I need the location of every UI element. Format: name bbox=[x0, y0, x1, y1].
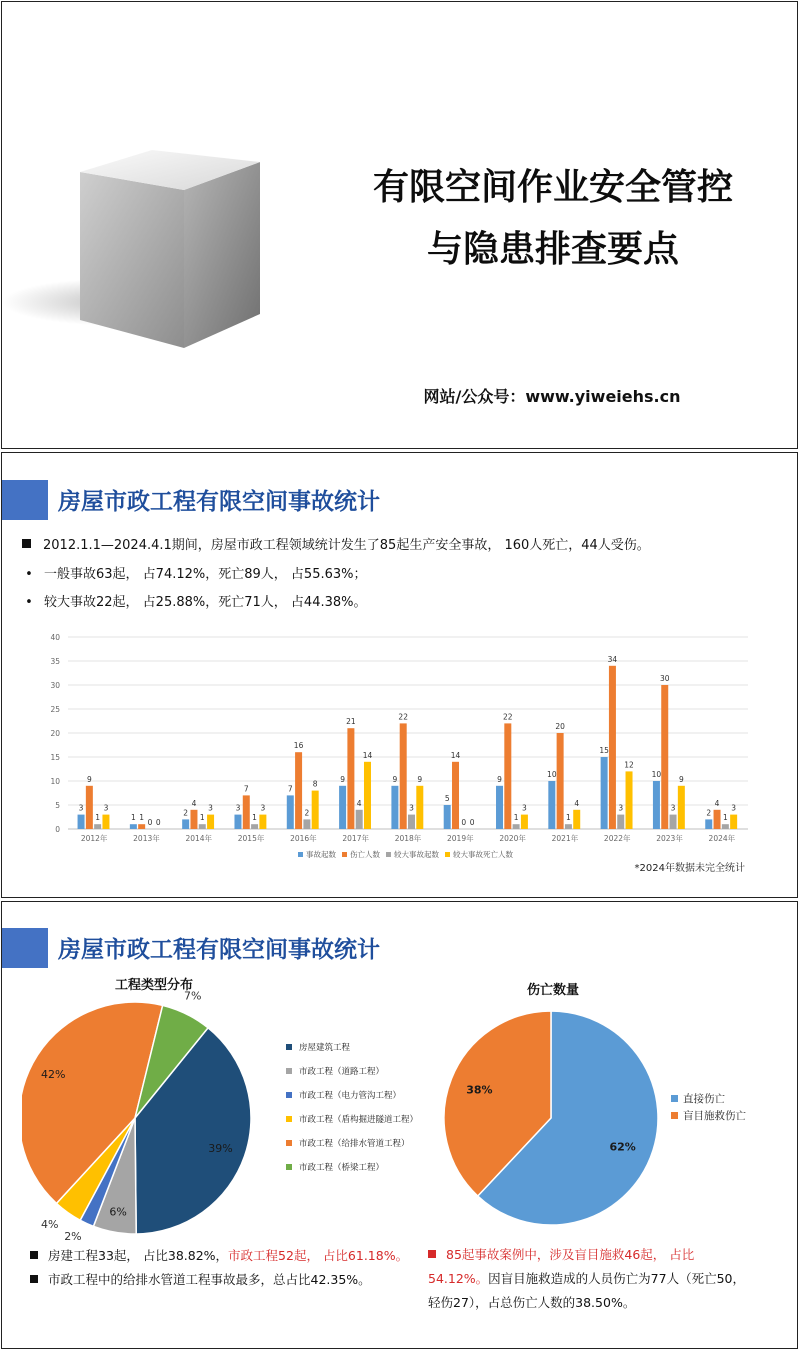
bar-value-label: 3 bbox=[103, 803, 109, 813]
bar-value-label: 20 bbox=[555, 722, 565, 731]
bar-value-label: 10 bbox=[651, 770, 662, 779]
pie-slice-label: 62% bbox=[609, 1140, 636, 1154]
note-1a: 房建工程33起， 占比38.82%， bbox=[48, 1248, 229, 1263]
bullet-major bbox=[22, 591, 367, 610]
bar bbox=[504, 723, 511, 829]
bar bbox=[243, 795, 250, 829]
bar bbox=[548, 781, 555, 829]
x-tick-label: 2024年 bbox=[708, 834, 736, 843]
legend-item bbox=[286, 1059, 418, 1083]
bar bbox=[601, 757, 608, 829]
bar bbox=[86, 786, 93, 829]
note-line-2 bbox=[30, 1268, 410, 1292]
bar bbox=[513, 824, 520, 829]
bar-value-label: 9 bbox=[86, 774, 92, 784]
bar bbox=[722, 824, 729, 829]
pie-slice-label: 42% bbox=[40, 1068, 66, 1082]
note-1b: 市政工程52起， 占比61.18%。 bbox=[228, 1248, 409, 1263]
legend-label: 较大事故起数 bbox=[394, 850, 439, 859]
x-tick-label: 2019年 bbox=[447, 834, 474, 843]
legend-label: 市政工程（给排水管道工程） bbox=[299, 1139, 410, 1149]
x-tick-label: 2014年 bbox=[185, 834, 213, 843]
bar-value-label: 7 bbox=[287, 784, 293, 794]
bar bbox=[609, 666, 616, 829]
bar bbox=[207, 815, 214, 829]
bar-value-label: 3 bbox=[670, 803, 676, 813]
bar-value-label: 1 bbox=[95, 813, 101, 823]
square-bullet-icon bbox=[30, 1251, 38, 1259]
bar-value-label: 4 bbox=[356, 798, 362, 808]
bar bbox=[408, 815, 415, 829]
bar-value-label: 1 bbox=[566, 813, 571, 823]
x-tick-label: 2012年 bbox=[80, 834, 108, 843]
bar-value-label: 9 bbox=[340, 774, 345, 784]
legend-item bbox=[286, 1083, 418, 1107]
bar bbox=[295, 752, 302, 829]
bar-value-label: 0 bbox=[461, 818, 467, 827]
pie-slice-label: 7% bbox=[184, 989, 202, 1003]
bar-value-label: 9 bbox=[678, 774, 684, 784]
bar bbox=[391, 786, 398, 829]
y-tick-label: 15 bbox=[50, 753, 60, 762]
accident-bar-chart bbox=[2, 629, 798, 877]
bar bbox=[705, 819, 712, 829]
bar-value-label: 22 bbox=[398, 712, 408, 722]
bullet-major-text: 较大事故22起， 占25.88%，死亡71人， 占44.38%。 bbox=[44, 595, 367, 610]
bar bbox=[347, 728, 354, 829]
bar-value-label: 8 bbox=[312, 779, 318, 789]
x-tick-label: 2015年 bbox=[237, 834, 265, 843]
bar bbox=[678, 786, 685, 829]
bar-value-label: 14 bbox=[450, 750, 461, 760]
header-accent-bar bbox=[2, 928, 48, 968]
note-2: 市政工程中的给排水管道工程事故最多，总占比42.35%。 bbox=[48, 1272, 371, 1287]
x-tick-label: 2020年 bbox=[499, 834, 526, 843]
bar bbox=[199, 824, 206, 829]
bar-value-label: 21 bbox=[346, 717, 356, 727]
bar-value-label: 9 bbox=[417, 774, 423, 784]
cover-title bbox=[320, 157, 786, 281]
x-tick-label: 2013年 bbox=[133, 834, 160, 843]
bar-value-label: 3 bbox=[522, 803, 527, 813]
bar-value-label: 2 bbox=[304, 808, 310, 818]
y-tick-label: 20 bbox=[50, 729, 60, 738]
legend-label: 较大事故死亡人数 bbox=[453, 850, 513, 859]
bar-value-label: 9 bbox=[392, 774, 398, 784]
pie-slice-label: 6% bbox=[109, 1205, 127, 1219]
y-tick-label: 30 bbox=[50, 681, 60, 690]
legend-swatch bbox=[298, 852, 303, 857]
x-tick-label: 2022年 bbox=[603, 834, 631, 843]
cover-slide bbox=[1, 1, 798, 449]
bar-value-label: 3 bbox=[409, 803, 414, 813]
dot-bullet-icon: • bbox=[25, 595, 33, 610]
bar bbox=[730, 815, 737, 829]
y-tick-label: 5 bbox=[55, 801, 60, 810]
legend-label: 市政工程（盾构掘进隧道工程） bbox=[299, 1115, 419, 1125]
bar bbox=[496, 786, 503, 829]
x-tick-label: 2021年 bbox=[551, 834, 579, 843]
y-tick-label: 0 bbox=[55, 825, 60, 834]
bar-value-label: 9 bbox=[497, 774, 502, 784]
bar-value-label: 34 bbox=[607, 654, 618, 664]
legend-swatch bbox=[386, 852, 391, 857]
bar bbox=[400, 723, 407, 829]
bar bbox=[416, 786, 423, 829]
bar-value-label: 2 bbox=[706, 808, 712, 818]
legend-label: 房屋建筑工程 bbox=[299, 1043, 351, 1053]
legend-label: 市政工程（电力管沟工程） bbox=[299, 1091, 402, 1101]
bar-value-label: 3 bbox=[208, 803, 213, 813]
legend-swatch bbox=[286, 1164, 292, 1170]
bar bbox=[303, 819, 310, 829]
x-tick-label: 2016年 bbox=[290, 834, 317, 843]
legend-swatch bbox=[286, 1044, 292, 1050]
bar bbox=[287, 795, 294, 829]
website-label: 网站/公众号：www.yiweiehs.cn bbox=[423, 387, 681, 406]
pie-slice-label: 39% bbox=[208, 1141, 233, 1155]
legend-swatch bbox=[286, 1116, 292, 1122]
bar-value-label: 0 bbox=[155, 818, 161, 827]
bar-value-label: 3 bbox=[78, 803, 84, 813]
bar-value-label: 0 bbox=[147, 818, 153, 827]
bar-value-label: 3 bbox=[618, 803, 624, 813]
stats-slide bbox=[1, 452, 798, 898]
bar-value-label: 1 bbox=[252, 813, 257, 823]
square-bullet-icon bbox=[30, 1275, 38, 1283]
casualty-pie bbox=[432, 998, 672, 1238]
cover-title-line-2: 与隐患排查要点 bbox=[426, 229, 679, 270]
bar-value-label: 1 bbox=[139, 813, 145, 823]
bar bbox=[557, 733, 564, 829]
header-accent-bar bbox=[2, 480, 48, 520]
note-line-1 bbox=[30, 1244, 410, 1268]
square-bullet-icon bbox=[428, 1250, 436, 1258]
legend-label: 市政工程（桥梁工程） bbox=[299, 1163, 385, 1173]
bar bbox=[102, 815, 109, 829]
bar bbox=[521, 815, 528, 829]
pie-slice-label: 38% bbox=[466, 1083, 493, 1097]
legend-label: 伤亡人数 bbox=[350, 850, 380, 859]
bar-value-label: 0 bbox=[469, 818, 475, 827]
legend-swatch bbox=[286, 1092, 292, 1098]
pie-slice-label: 2% bbox=[64, 1230, 82, 1244]
bar-value-label: 30 bbox=[659, 674, 670, 683]
x-tick-label: 2023年 bbox=[656, 834, 683, 843]
bar-value-label: 1 bbox=[130, 813, 136, 823]
dot-bullet-icon: • bbox=[25, 567, 33, 582]
bullet-general-text: 一般事故63起， 占74.12%，死亡89人， 占55.63%； bbox=[44, 567, 367, 582]
bar-value-label: 10 bbox=[547, 770, 557, 779]
legend-item bbox=[286, 1155, 418, 1179]
legend-label: 市政工程（道路工程） bbox=[299, 1067, 385, 1077]
pie2-legend bbox=[671, 1090, 746, 1124]
bar bbox=[626, 771, 633, 829]
y-tick-label: 10 bbox=[50, 777, 60, 786]
pie2-title: 伤亡数量 bbox=[527, 983, 580, 998]
legend-item bbox=[286, 1035, 418, 1059]
legend-swatch bbox=[286, 1140, 292, 1146]
bar-value-label: 4 bbox=[574, 798, 580, 808]
left-notes bbox=[30, 1244, 410, 1292]
legend-label: 直接伤亡 bbox=[683, 1093, 725, 1105]
right-note bbox=[428, 1243, 750, 1315]
square-bullet-icon bbox=[22, 539, 31, 548]
y-tick-label: 35 bbox=[50, 657, 60, 666]
legend-swatch bbox=[445, 852, 450, 857]
bar bbox=[234, 815, 241, 829]
bar bbox=[452, 762, 459, 829]
bar bbox=[138, 824, 145, 829]
bullet-summary-text: 2012.1.1—2024.4.1期间，房屋市政工程领域统计发生了85起生产安全事故， 160人死亡，44人受伤。 bbox=[43, 538, 650, 553]
bar bbox=[190, 810, 197, 829]
legend-item bbox=[671, 1090, 746, 1107]
bar-value-label: 2 bbox=[183, 808, 189, 818]
bar-value-label: 1 bbox=[199, 813, 205, 823]
legend-swatch bbox=[671, 1095, 678, 1102]
legend-item bbox=[286, 1107, 418, 1131]
bar bbox=[573, 810, 580, 829]
bar bbox=[617, 815, 624, 829]
cube-illustration bbox=[2, 2, 322, 449]
legend-item bbox=[671, 1107, 746, 1124]
note-right-black: 因盲目施救造成的人员伤亡为77人（死亡50，轻伤27），占总伤亡人数的38.50%。 bbox=[428, 1271, 745, 1310]
bar-value-label: 22 bbox=[503, 712, 513, 722]
project-type-pie bbox=[22, 984, 282, 1254]
bar bbox=[259, 815, 266, 829]
pie1-title: 工程类型分布 bbox=[115, 978, 194, 993]
bar bbox=[94, 824, 101, 829]
bar bbox=[670, 815, 677, 829]
bar bbox=[130, 824, 137, 829]
bar-value-label: 12 bbox=[624, 760, 634, 770]
legend-label: 事故起数 bbox=[306, 850, 336, 859]
bar-value-label: 3 bbox=[235, 803, 241, 813]
distribution-slide bbox=[1, 901, 798, 1349]
bar-value-label: 3 bbox=[731, 803, 737, 813]
slide-header: 房屋市政工程有限空间事故统计 bbox=[58, 937, 380, 963]
x-tick-label: 2017年 bbox=[342, 834, 369, 843]
slide-header: 房屋市政工程有限空间事故统计 bbox=[58, 489, 380, 515]
bar bbox=[364, 762, 371, 829]
bar bbox=[78, 815, 85, 829]
cover-title-line-1: 有限空间作业安全管控 bbox=[372, 167, 733, 208]
bar-value-label: 15 bbox=[599, 746, 609, 755]
bar bbox=[356, 810, 363, 829]
bar bbox=[661, 685, 668, 829]
bar bbox=[339, 786, 346, 829]
legend-swatch bbox=[671, 1112, 678, 1119]
chart-footnote: *2024年数据未完全统计 bbox=[634, 863, 745, 874]
bar bbox=[251, 824, 258, 829]
bar-value-label: 14 bbox=[362, 750, 373, 760]
note-right-red: 85起事故案例中，涉及盲目施救46起， 占比54.12%。 bbox=[428, 1247, 695, 1286]
legend-swatch bbox=[342, 852, 347, 857]
bar-value-label: 3 bbox=[260, 803, 266, 813]
legend-swatch bbox=[286, 1068, 292, 1074]
bullet-general bbox=[22, 563, 367, 582]
y-tick-label: 25 bbox=[50, 705, 60, 714]
pie-slice-label: 4% bbox=[41, 1217, 59, 1231]
bar-value-label: 1 bbox=[722, 813, 728, 823]
bar-value-label: 16 bbox=[293, 741, 304, 751]
bar-value-label: 4 bbox=[191, 798, 197, 808]
bar bbox=[444, 805, 451, 829]
legend-label: 盲目施救伤亡 bbox=[683, 1110, 746, 1122]
bar bbox=[653, 781, 660, 829]
bar-value-label: 5 bbox=[444, 794, 450, 803]
legend-item bbox=[286, 1131, 418, 1155]
bar bbox=[312, 791, 319, 829]
bar bbox=[714, 810, 721, 829]
y-tick-label: 40 bbox=[50, 633, 60, 642]
bar-value-label: 1 bbox=[513, 813, 519, 823]
bar-value-label: 7 bbox=[243, 784, 249, 794]
bar bbox=[182, 819, 189, 829]
bar-value-label: 4 bbox=[714, 798, 720, 808]
bullet-summary bbox=[22, 534, 650, 553]
pie1-legend bbox=[286, 1035, 418, 1179]
bar bbox=[565, 824, 572, 829]
x-tick-label: 2018年 bbox=[394, 834, 422, 843]
